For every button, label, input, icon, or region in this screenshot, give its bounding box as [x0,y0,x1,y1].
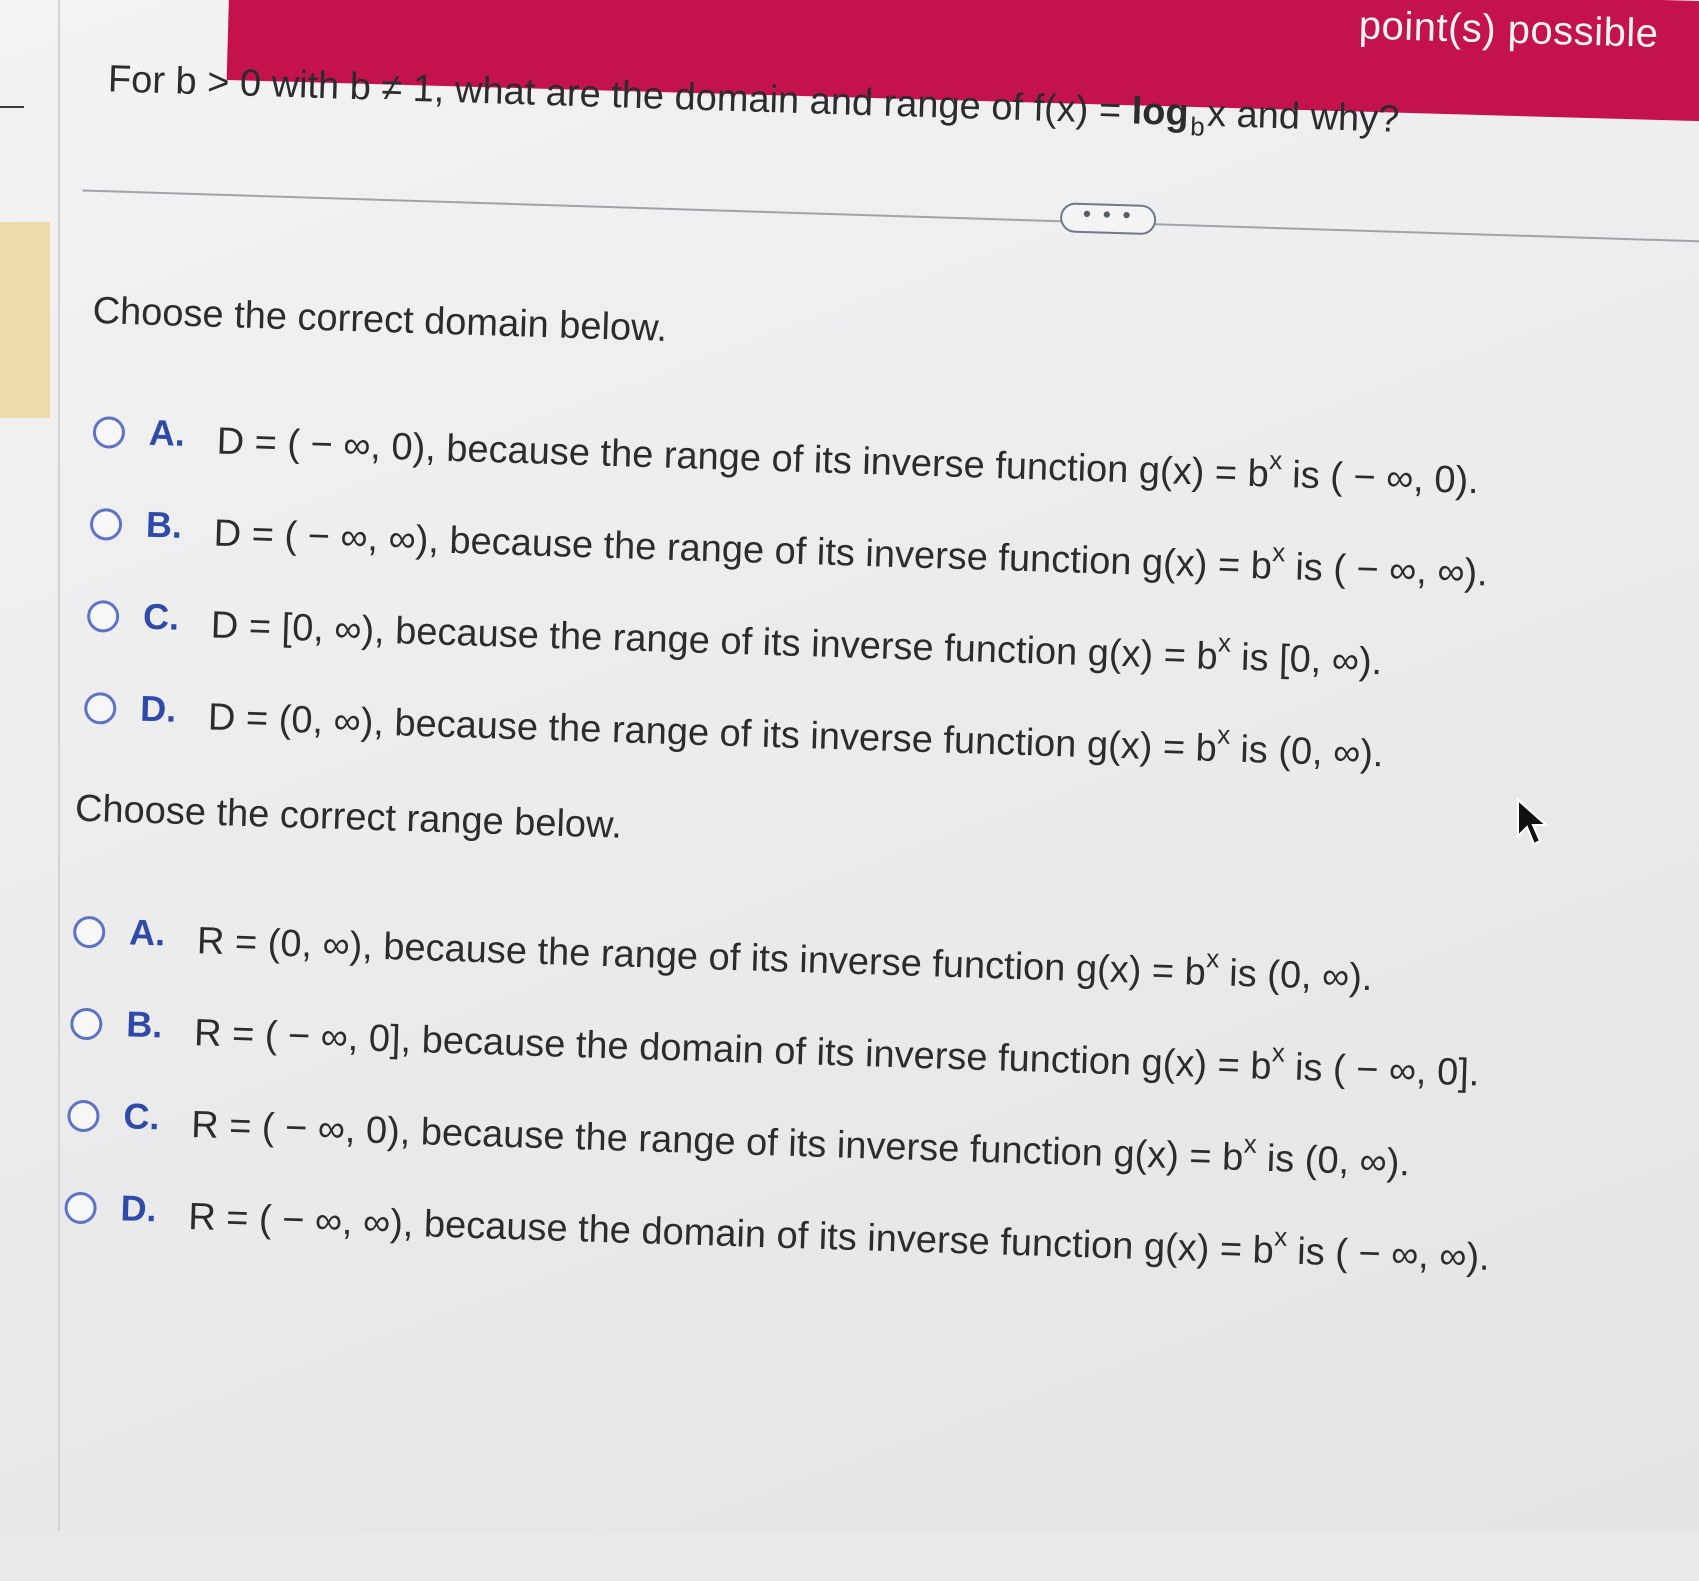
radio-button-icon[interactable] [90,508,123,541]
option-text [193,1007,1480,1095]
range-prompt: Choose the correct range below. [74,787,623,847]
option-tail-text: is (0, ∞). [1218,952,1374,1000]
option-tail-text: is ( − ∞, 0). [1281,453,1480,503]
option-tail-text: is [0, ∞). [1229,636,1383,684]
exponent: x [1243,1128,1258,1159]
option-letter: B. [125,1003,163,1046]
option-text [188,1191,1491,1280]
option-tail-text: is (0, ∞). [1229,728,1385,776]
radio-button-icon[interactable] [70,1008,103,1041]
option-main-text: D = [0, ∞), because the range of its inverse function g(x) = b [210,604,1219,679]
radio-button-icon[interactable] [87,600,120,633]
option-text [196,915,1373,1000]
question-suffix: x and why? [1206,92,1400,141]
points-possible-label: point(s) possible [1358,3,1660,56]
log-word: log [1131,90,1190,135]
option-letter: C. [142,595,180,638]
option-main-text: R = ( − ∞, 0], because the domain of its inverse function g(x) = b [193,1012,1273,1088]
exponent: x [1205,943,1220,974]
exponent: x [1217,627,1232,658]
arrow-cursor-icon [1516,798,1552,857]
more-options-button[interactable]: • • • [1060,202,1157,235]
range-option-c[interactable] [67,1093,1411,1185]
domain-option-c[interactable] [86,594,1383,684]
radio-button-icon[interactable] [64,1191,97,1224]
option-main-text: R = (0, ∞), because the range of its inverse function g(x) = b [196,920,1207,994]
range-option-b[interactable] [69,1002,1481,1095]
domain-option-d[interactable] [83,686,1385,776]
option-main-text: D = (0, ∞), because the range of its inverse function g(x) = b [207,696,1218,771]
radio-button-icon[interactable] [84,692,117,725]
option-letter: D. [119,1187,158,1230]
option-text [210,600,1383,684]
exponent: x [1271,537,1286,568]
option-tail-text: is ( − ∞, ∞). [1284,546,1489,595]
domain-option-a[interactable] [92,410,1480,503]
section-divider [82,190,1699,243]
option-tail-text: is (0, ∞). [1255,1137,1411,1185]
option-main-text: R = ( − ∞, 0), because the range of its inverse function g(x) = b [190,1104,1244,1180]
option-text [207,692,1384,777]
option-letter: D. [139,687,177,730]
domain-prompt: Choose the correct domain below. [92,289,668,350]
log-base: b [1189,111,1206,142]
domain-option-b[interactable] [89,502,1489,595]
option-tail-text: is ( − ∞, ∞). [1286,1230,1491,1279]
option-letter: B. [145,503,183,546]
question-prefix: For b > 0 with b ≠ 1, what are the domain and range of f(x) = [107,58,1133,133]
radio-button-icon[interactable] [67,1099,100,1132]
option-text [216,416,1480,503]
option-text [213,508,1488,596]
question-text [107,58,1400,142]
range-option-a[interactable] [72,910,1374,1000]
exponent: x [1271,1037,1286,1068]
option-letter: C. [122,1095,161,1138]
exponent: x [1273,1221,1288,1252]
range-option-d[interactable] [64,1185,1491,1279]
option-main-text: D = ( − ∞, 0), because the range of its inverse function g(x) = b [216,420,1270,496]
option-text [191,1099,1411,1185]
option-main-text: R = ( − ∞, ∞), because the domain of its inverse function g(x) = b [187,1196,1275,1273]
exponent: x [1216,719,1231,750]
radio-button-icon[interactable] [92,416,125,449]
option-tail-text: is ( − ∞, 0]. [1283,1046,1481,1095]
option-letter: A. [148,411,186,454]
exponent: x [1268,444,1283,476]
option-letter: A. [128,911,166,954]
option-main-text: D = ( − ∞, ∞), because the range of its inverse function g(x) = b [213,512,1273,588]
radio-button-icon[interactable] [73,916,106,949]
